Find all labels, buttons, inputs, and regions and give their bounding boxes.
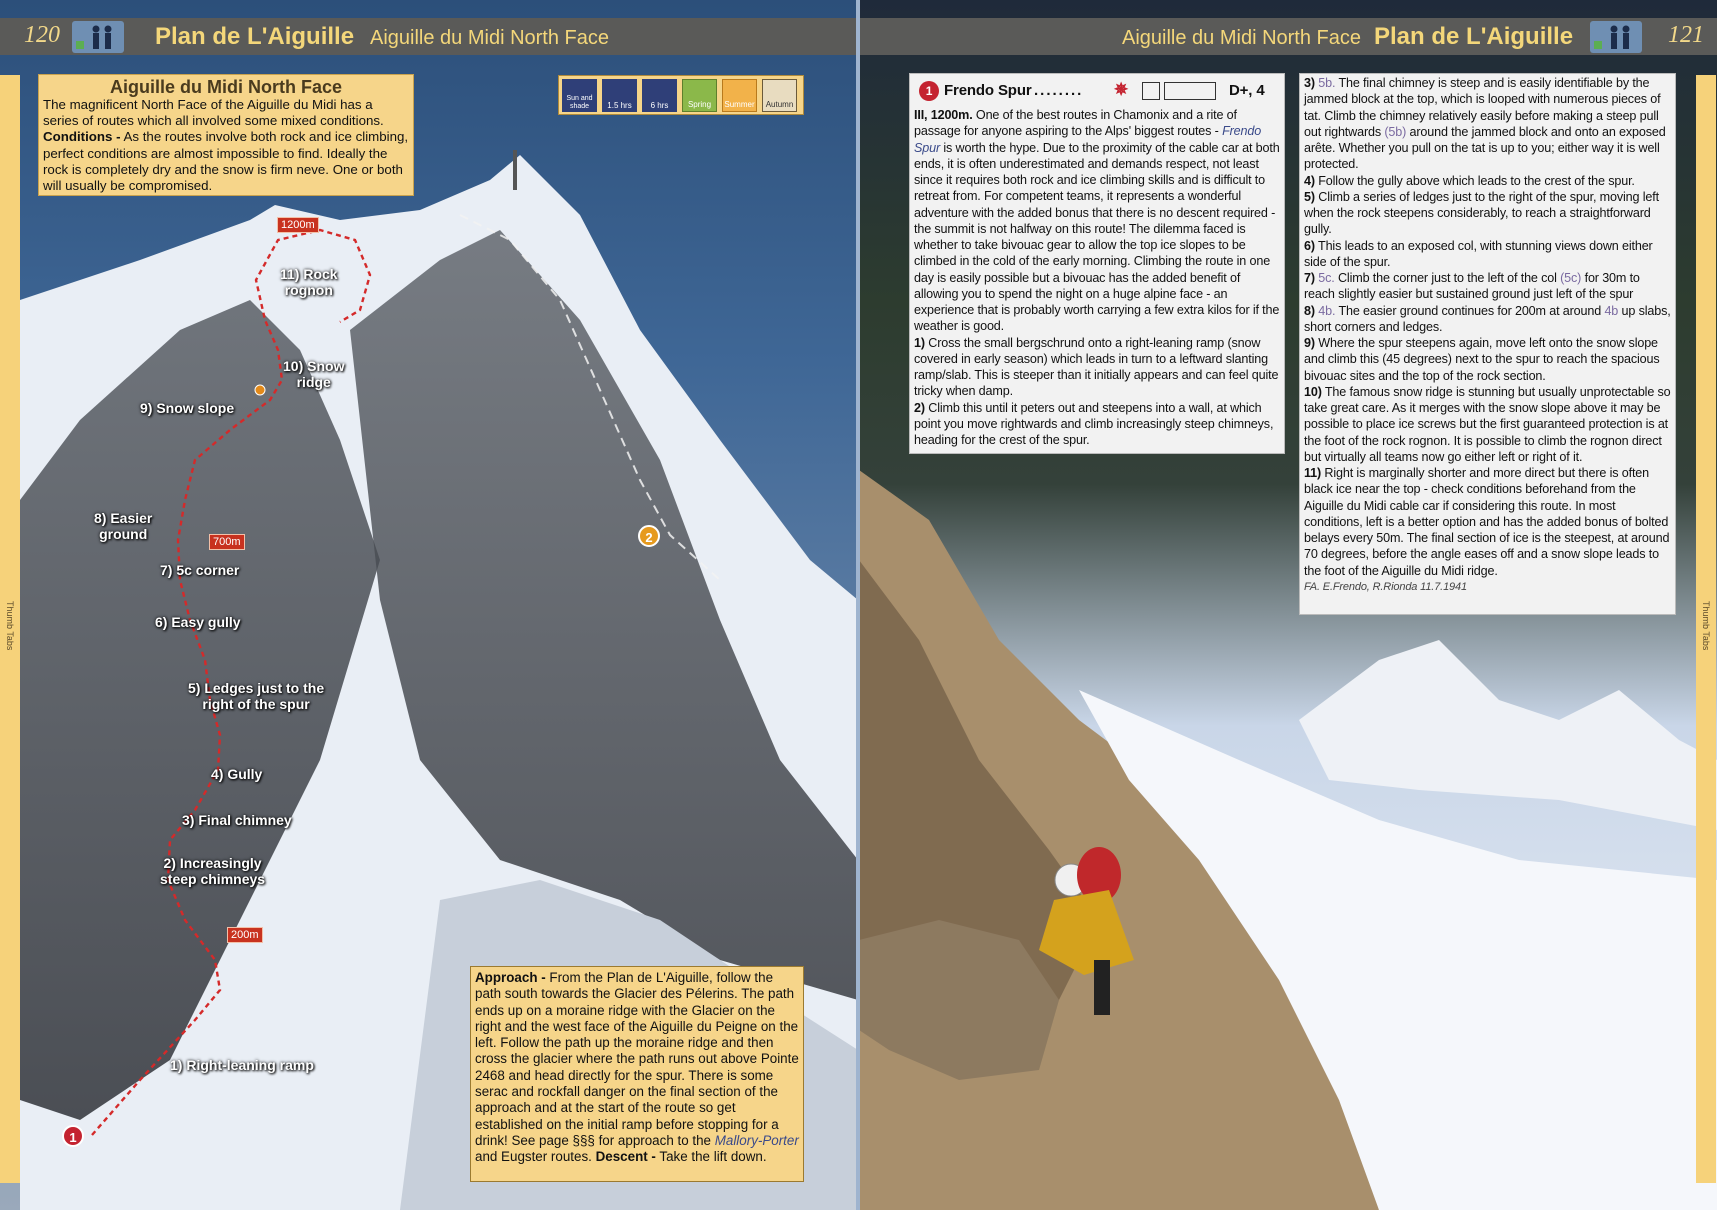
intro-text: The magnificent North Face of the Aiguille du Midi has a series of routes which all involved some mixed conditions. [43, 97, 384, 129]
pitch-3: 3) 5b. The final chimney is steep and is easily identifiable by the jammed block at the top, which is looped with numerous pieces of tat. Climb the chimney relatively easily before making a steep pull out rightwards (5b) around the jammed block and onto an exposed arête. Whether you pull on the tat is up to you; either way it is well protected. [1304, 76, 1666, 172]
right-page-number: 121 [1668, 22, 1704, 48]
route-grade: D+, 4 [1229, 82, 1265, 99]
right-thumb-tab-label: Thumb Tabs [1701, 601, 1711, 651]
season-icons-strip [558, 75, 804, 115]
star-quality-icon: ✵ [1114, 80, 1129, 99]
intro-box [38, 74, 414, 196]
route-marker-1: 1 [62, 1125, 84, 1147]
approach-text: From the Plan de L'Aiguille, follow the path south towards the Glacier des Pélerins. The path ends up on a moraine ridge with the Glacier on the right and the west face of the Aiguille du Peigne on the left. Follow the path up the moraine ridge and then cross the glacier where the path runs out above Pointe 2468 and head directly for the spur. There is some serac and rockfall danger on the final section of the approach and at the start of the route so get established on the initial ramp before stopping for a drink! See page §§§ for approach to the [475, 970, 799, 1148]
left-thumb-tab-label: Thumb Tabs [5, 601, 15, 651]
route-intro: III, 1200m. One of the best routes in Chamonix and a rite of passage for anyone aspiring to the Alps' biggest routes - Frendo Spur is worth the hype. Due to the proximity of the cable car at both ends, it is often underestimated and demands respect, not least since it requires both rock and ice climbing skills and is difficult to retreat from. For competent teams, it represents a wonderful adventure with the added bonus that there is no descent required - the summit is not halfway on this route! The dilemma faced is whether to take bivouac gear to allow the top ice slopes to be climbed in the cold of the early morning. Climbing the route in one day is easily possible but a bivouac has the added benefit of allowing you to spend the night on a huge alpine face - an experience that is probably worth carrying a few extra kilos for if the weather is good. [914, 108, 1280, 334]
left-thumb-tab [0, 75, 20, 1183]
approach-text-end: and Eugster routes. [475, 1149, 592, 1165]
summer-icon: Summer [722, 79, 757, 112]
route-label-1: 1) Right-leaning ramp [170, 1057, 314, 1073]
right-header-bar [860, 18, 1717, 55]
pitch-5: 5) Climb a series of ledges just to the right of the spur, moving left when the rock steepens considerably, to reach a straightforward gully. [1304, 189, 1659, 237]
route-info-box [1164, 82, 1216, 100]
route-pitches-box [1299, 73, 1676, 615]
left-header-subtitle: Aiguille du Midi North Face [370, 27, 609, 49]
route-label-7: 7) 5c corner [160, 562, 240, 578]
left-page-number: 120 [24, 22, 60, 48]
route-time-icon: 6 hrs [642, 79, 677, 112]
pitch-2: 2) Climb this until it peters out and steepens into a wall, at which point you move rightwards and climb increasingly steep chimneys, heading for the crest of the spur. [914, 400, 1274, 447]
sun-and-shade-icon: Sun and shade [562, 79, 597, 112]
route-label-3: 3) Final chimney [182, 812, 292, 828]
route-length: III, 1200m. [914, 108, 973, 122]
pitch-10: 10) The famous snow ridge is stunning but usually unprotectable so take great care. As it merges with the snow slope above it may be possible to place ice screws but the first guaranteed protection is at the foot of the rock rognon. It is possible to climb the rognon direct but virtually all teams now go either left or right of it. [1304, 384, 1671, 464]
walkers-icon [72, 21, 124, 53]
pitch-6: 6) This leads to an exposed col, with stunning views down either side of the spur. [1304, 238, 1653, 269]
route-label-4: 4) Gully [211, 766, 263, 782]
route-header [914, 77, 1280, 107]
conditions-text: As the routes involve both rock and ice climbing, perfect conditions are almost impossible to find. Ideally the rock is completely dry and the snow is firm neve. One or both will usually be compromised. [43, 129, 409, 194]
approach-time-icon: 1.5 hrs [602, 79, 637, 112]
route-reference: Mallory-Porter [714, 1132, 799, 1148]
autumn-icon: Autumn [762, 79, 797, 112]
altitude-tag-top: 1200m [277, 217, 319, 233]
route-marker-2: 2 [638, 525, 660, 547]
route-label-11: 11) Rock rognon [280, 266, 338, 298]
route-type-icon [1142, 82, 1160, 100]
route-label-6: 6) Easy gully [155, 614, 241, 630]
walkers-icon [1590, 21, 1642, 53]
route-label-2: 2) Increasingly steep chimneys [160, 855, 266, 887]
right-header-subtitle: Aiguille du Midi North Face [1122, 27, 1361, 49]
approach-label: Approach - [475, 970, 546, 985]
route-label-8: 8) Easier ground [94, 510, 153, 542]
left-header-bar [0, 18, 856, 55]
route-dots: ........ [1034, 82, 1084, 99]
route-label-9: 9) Snow slope [140, 400, 235, 416]
pitch-9: 9) Where the spur steepens again, move left onto the snow slope and climb this (45 degrees) next to the spur to reach the spacious bivouac sites and the top of the rock section. [1304, 336, 1660, 383]
pitch-8: 8) 4b. The easier ground continues for 200m at around 4b up slabs, short corners and ledges. [1304, 303, 1671, 334]
route-description-box [909, 73, 1285, 454]
route-number-badge: 1 [919, 81, 939, 101]
altitude-tag-mid: 700m [209, 534, 245, 550]
route-label-5: 5) Ledges just to the right of the spur [188, 680, 325, 712]
page-gutter [856, 0, 860, 1210]
route-name-inline: Frendo Spur [914, 124, 1262, 155]
approach-box [470, 966, 804, 1182]
left-header-title: Plan de L'Aiguille [155, 23, 355, 50]
right-thumb-tab [1696, 75, 1716, 1183]
pitch-11: 11) Right is marginally shorter and more direct but there is often black ice near the top - check conditions beforehand from the Aiguille du Midi cable car if considering this route. In most conditions, left is a better option and has the added bonus of bolted belays every 50m. The final section of ice is the steepest, at around 70 degrees, before the angle eases off and a snow slope leads to the foot of the Aiguille du Midi ridge. [1304, 466, 1670, 578]
first-ascent: FA. E.Frendo, R.Rionda 11.7.1941 [1304, 580, 1467, 593]
descent-text: Take the lift down. [659, 1149, 767, 1165]
pitch-7: 7) 5c. Climb the corner just to the left of the col (5c) for 30m to reach slightly easier but sustained ground just left of the spur [1304, 271, 1640, 302]
pitch-1: 1) Cross the small bergschrund onto a right-leaning ramp (snow covered in early season) which leads in turn to a leftward slanting ramp/slab. This is steeper than it initially appears and can feel quite tricky when damp. [914, 335, 1279, 399]
conditions-label: Conditions - [43, 129, 121, 145]
spring-icon: Spring [682, 79, 717, 112]
descent-label: Descent - [595, 1149, 656, 1165]
intro-heading: Aiguille du Midi North Face [109, 77, 342, 97]
route-name: Frendo Spur [944, 82, 1032, 99]
pitch-4: 4) Follow the gully above which leads to the crest of the spur. [1304, 173, 1635, 188]
route-label-10: 10) Snow ridge [283, 358, 345, 390]
altitude-tag-low: 200m [227, 927, 263, 943]
right-header-title: Plan de L'Aiguille [1374, 23, 1574, 50]
